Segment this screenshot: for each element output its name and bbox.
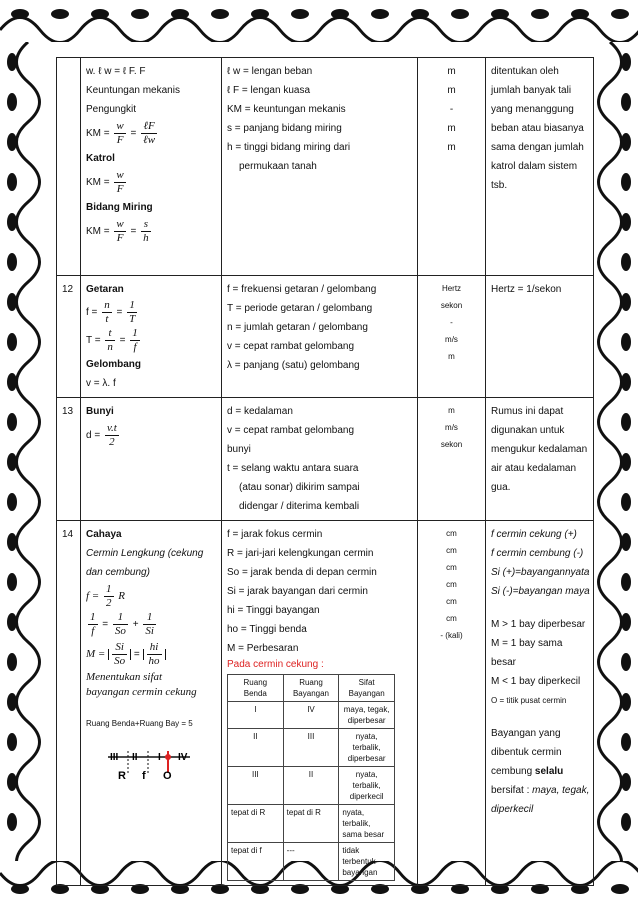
point-label-r: R <box>118 770 126 783</box>
comment-line: gua. <box>491 482 511 494</box>
comment-line: mengukur kedalaman <box>491 444 588 456</box>
comment-line: M = 1 bay sama <box>491 638 563 650</box>
formula-prefix: M = <box>86 648 106 661</box>
unit-cell <box>418 58 486 276</box>
comment-cell <box>486 58 594 276</box>
fraction <box>114 218 125 245</box>
denominator: T <box>129 313 136 325</box>
numerator: hi <box>147 641 162 655</box>
formula-cell <box>81 276 222 398</box>
description-line: didengar / diterima kembali <box>239 501 360 513</box>
unit-cell <box>418 398 486 521</box>
space-label: IV <box>178 752 188 764</box>
formula-prefix: T = <box>86 335 101 347</box>
fraction <box>114 120 125 147</box>
description-line: s = panjang bidang miring <box>227 123 342 134</box>
description-line: t = selang waktu antara suara <box>227 463 359 475</box>
description-line: So = jarak benda di depan cermin <box>227 567 377 579</box>
denominator: F <box>116 182 124 195</box>
comment-line: diperkecil <box>491 804 534 816</box>
table-row <box>228 675 395 702</box>
table-cell: III <box>228 767 284 805</box>
absolute-value <box>108 641 131 668</box>
unit: m <box>448 406 455 416</box>
column-header: Ruang Benda <box>228 675 284 702</box>
description-line: ℓ F = lengan kuasa <box>227 85 311 96</box>
lever-equation: w. ℓ w = ℓ F. F <box>86 66 146 77</box>
concave-mirror-heading: Pada cermin cekung : <box>227 659 324 671</box>
comment-line: yang menanggung <box>491 104 574 115</box>
comment-line: air atau kedalaman <box>491 463 577 475</box>
formula-cell <box>81 58 222 276</box>
table-cell: maya, tegak, diperbesar <box>339 702 395 729</box>
operator: + <box>132 619 139 631</box>
formula-km-lever: KM = $\frac{w}{F}$ = $\frac{\text{ℓF}}{\text{ℓw}}$ <box>86 119 156 146</box>
absolute-value <box>143 641 166 668</box>
numerator: t <box>105 327 115 341</box>
comment-line: M > 1 bay diperbesar <box>491 619 586 631</box>
formula-table <box>56 57 594 886</box>
comment-text: bersifat : <box>491 785 533 797</box>
comment-line: Si (-)=bayangan maya <box>491 586 590 598</box>
table-cell: III <box>283 729 339 767</box>
formula-period: T = $\frac{t}{n}$ = $\frac{1}{f}$ <box>86 327 138 354</box>
mirror-diagram <box>86 751 206 791</box>
formula-prefix: KM = <box>86 128 110 139</box>
numerator: 1 <box>132 327 138 340</box>
numerator: w <box>116 168 124 181</box>
table-cell: nyata, terbalik, diperbesar <box>339 729 395 767</box>
unit: Hertz <box>441 284 462 293</box>
formula-km-incline: KM = $\frac{w}{F}$ = $\frac{s}{h}$ <box>86 217 149 244</box>
description-line: h = tinggi bidang miring dari <box>227 142 351 153</box>
denominator: t <box>105 313 109 325</box>
description-line: hi = Tinggi bayangan <box>227 605 320 617</box>
comment-line: beban atau biasanya <box>491 123 584 134</box>
fraction <box>127 299 137 326</box>
comment-line: O = titik pusat cermin <box>491 696 567 706</box>
description-line: M = Perbesaran <box>227 643 299 655</box>
description-cell <box>222 276 418 398</box>
description-line: ℓ w = lengan beban <box>227 66 313 77</box>
denominator: h <box>143 231 149 244</box>
table-row <box>57 276 594 398</box>
description-line: R = jari-jari kelengkungan cermin <box>227 548 374 560</box>
denominator: f <box>133 341 137 354</box>
comment-cell <box>486 276 594 398</box>
fraction <box>88 611 98 638</box>
description-line: bunyi <box>227 444 251 456</box>
pole-point <box>165 754 171 760</box>
unit: cm <box>446 529 457 539</box>
formula-prefix: d = <box>86 430 101 442</box>
formula-cell <box>81 398 222 521</box>
section-heading: Cahaya <box>86 529 122 541</box>
decorative-border-top <box>0 0 638 42</box>
note-line: Menentukan sifat <box>86 671 163 684</box>
formula-wave-speed: v = λ. f <box>86 378 116 390</box>
unit: m/s <box>445 423 458 433</box>
unit: sekon <box>440 440 463 450</box>
comment-line: besar <box>491 657 517 669</box>
section-heading: Katrol <box>86 153 115 164</box>
denominator: F <box>116 133 124 146</box>
vine-ornament <box>0 42 44 861</box>
comment-line: jumlah banyak tali <box>491 85 572 96</box>
formula-depth <box>86 421 216 451</box>
unit-cell <box>418 276 486 398</box>
formula-km-pulley <box>86 168 216 198</box>
description-line: ho = Tinggi benda <box>227 624 307 636</box>
description-line: d = kedalaman <box>227 406 293 418</box>
description-line: T = periode getaran / gelombang <box>227 303 373 314</box>
comment-line: M < 1 bay diperkecil <box>491 676 581 688</box>
numerator: 1 <box>127 299 137 313</box>
space-label: I <box>158 752 161 764</box>
comment-line <box>491 781 588 800</box>
numerator: s <box>141 218 151 232</box>
formula-focal <box>86 582 216 611</box>
comment-cell <box>486 521 594 886</box>
subheading: dan cembung) <box>86 567 150 579</box>
numerator: w <box>116 217 124 230</box>
table-cell: tepat di R <box>283 805 339 843</box>
table-cell: tepat di R <box>228 805 284 843</box>
row-number <box>57 58 81 276</box>
subheading: Cermin Lengkung (cekung <box>86 548 204 560</box>
fraction <box>147 641 162 668</box>
fraction <box>112 641 127 668</box>
vine-ornament <box>594 42 638 861</box>
column-header: Ruang Bayangan <box>283 675 339 702</box>
space-label: II <box>132 752 138 764</box>
table-cell: --- <box>283 843 339 881</box>
numerator: v.t <box>106 422 117 435</box>
formula-frequency: f = $\frac{n}{t}$ = $\frac{1}{T}$ <box>86 299 136 325</box>
unit: cm <box>446 546 457 556</box>
table-row <box>228 843 395 881</box>
point-label-f: f <box>142 770 146 783</box>
fraction <box>102 299 112 326</box>
vine-ornament <box>0 0 638 42</box>
denominator: ℓw <box>143 133 156 146</box>
fraction <box>105 422 119 449</box>
table-row <box>57 398 594 521</box>
table-cell: IV <box>283 702 339 729</box>
description-cell <box>222 398 418 521</box>
description-line: f = jarak fokus cermin <box>227 529 323 541</box>
unit: m <box>447 142 456 153</box>
table-cell: nyata, terbalik, sama besar <box>339 805 395 843</box>
table-cell: II <box>283 767 339 805</box>
point-label-o: O <box>163 770 172 783</box>
table-row <box>228 767 395 805</box>
description-line: n = jumlah getaran / gelombang <box>227 322 368 333</box>
unit: cm <box>446 563 457 573</box>
table-cell: nyata, terbalik, diperkecil <box>339 767 395 805</box>
comment-text: cembung <box>491 766 535 778</box>
unit: m <box>447 123 456 134</box>
comment-line: Si (+)=bayangannyata <box>491 567 590 579</box>
operator: = <box>133 649 140 661</box>
table-cell: tepat di f <box>228 843 284 881</box>
fraction <box>114 169 125 196</box>
comment-line: Hertz = 1/sekon <box>491 284 562 295</box>
mirror-space-diagram <box>86 751 216 791</box>
numerator: w <box>116 119 124 132</box>
denominator: 2 <box>109 436 115 449</box>
formula-mirror <box>86 611 216 639</box>
formula-table-page <box>56 57 590 886</box>
formula-prefix: KM = <box>86 177 110 188</box>
description-line: v = cepat rambat gelombang <box>227 425 355 437</box>
note-line: bayangan cermin cekung <box>86 686 197 699</box>
table-row <box>228 805 395 843</box>
fraction <box>104 583 114 610</box>
description-line: (atau sonar) dikirim sampai <box>239 482 360 494</box>
description-line: Si = jarak bayangan dari cermin <box>227 586 368 598</box>
table-cell: II <box>228 729 284 767</box>
formula-cell <box>81 521 222 886</box>
decorative-border-right <box>594 42 638 861</box>
denominator: F <box>116 231 124 244</box>
description-line: KM = keuntungan mekanis <box>227 104 346 115</box>
numerator: n <box>104 299 110 311</box>
description-line: permukaan tanah <box>239 161 317 172</box>
unit: - (kali) <box>440 631 463 641</box>
numerator: 1 <box>90 611 96 624</box>
denominator: 2 <box>106 597 112 610</box>
section-heading: Getaran <box>86 284 124 295</box>
comment-line: f cermin cekung (+) <box>491 529 577 541</box>
denominator: n <box>107 341 113 354</box>
fraction <box>105 327 115 354</box>
formula-magnification <box>86 639 216 670</box>
fraction <box>130 327 140 354</box>
denominator: f <box>91 625 95 638</box>
comment-line: dibentuk cermin <box>491 747 562 759</box>
formula-prefix: f = <box>86 590 100 603</box>
numerator: 1 <box>143 611 156 625</box>
unit: - <box>450 318 453 327</box>
unit: - <box>449 104 454 115</box>
formula-prefix: f = <box>86 307 98 319</box>
fraction <box>143 611 156 638</box>
comment-line: Rumus ini dapat <box>491 406 564 418</box>
numerator: 1 <box>106 583 112 596</box>
unit: m/s <box>445 335 458 344</box>
section-heading: Bunyi <box>86 406 114 418</box>
comment-line: Bayangan yang <box>491 728 561 740</box>
unit: cm <box>446 614 457 624</box>
denominator: So <box>114 625 126 638</box>
numerator: 1 <box>113 611 128 625</box>
numerator: Si <box>112 641 127 655</box>
table-row <box>228 702 395 729</box>
numerator: ℓF <box>141 120 157 134</box>
table-row <box>57 58 594 276</box>
denominator: Si <box>145 625 154 638</box>
denominator: So <box>114 655 126 668</box>
description-cell <box>222 521 418 886</box>
description-line: f = frekuensi getaran / gelombang <box>227 284 377 295</box>
fraction <box>113 611 128 638</box>
row-number: 13 <box>57 398 81 521</box>
formula-prefix: KM = <box>86 226 110 237</box>
unit: m <box>448 352 455 361</box>
fraction <box>141 218 151 245</box>
operator: = <box>102 619 109 631</box>
comment-line: katrol dalam sistem <box>491 161 578 172</box>
space-rule: Ruang Benda+Ruang Bay = 5 <box>86 719 193 729</box>
table-cell: tidak terbentuk bayangan <box>339 843 395 881</box>
row-number: 14 <box>57 521 81 886</box>
comment-cell <box>486 398 594 521</box>
denominator: ho <box>148 655 160 668</box>
decorative-border-left <box>0 42 44 861</box>
formula-term: R <box>118 590 126 603</box>
comment-line: ditentukan oleh <box>491 66 559 77</box>
image-properties-table <box>227 674 395 881</box>
space-label: III <box>110 752 119 764</box>
emphasis-text: selalu <box>534 766 564 778</box>
comment-line <box>491 762 588 781</box>
emphasis-text: maya, tegak, <box>532 785 590 797</box>
comment-line: sama dengan jumlah <box>491 142 584 153</box>
table-cell: I <box>228 702 284 729</box>
comment-line: digunakan untuk <box>491 425 565 437</box>
section-heading: Bidang Miring <box>86 202 153 213</box>
comment-line: f cermin cembung (-) <box>491 548 584 560</box>
column-header: Sifat Bayangan <box>339 675 395 702</box>
text-line: Keuntungan mekanis <box>86 85 180 96</box>
unit: sekon <box>440 301 463 310</box>
description-line: λ = panjang (satu) gelombang <box>227 360 360 371</box>
description-line: v = cepat rambat gelombang <box>227 341 355 352</box>
spacer <box>491 710 588 724</box>
text-line: Pengungkit <box>86 104 137 115</box>
spacer <box>491 601 588 615</box>
table-row <box>57 521 594 886</box>
table-row <box>228 729 395 767</box>
unit: cm <box>446 597 457 607</box>
unit: m <box>447 66 456 77</box>
unit-cell <box>418 521 486 886</box>
unit: m <box>447 85 456 96</box>
description-cell <box>222 58 418 276</box>
section-heading: Gelombang <box>86 359 142 371</box>
row-number: 12 <box>57 276 81 398</box>
unit: cm <box>446 580 457 590</box>
comment-line: tsb. <box>491 180 508 191</box>
fraction <box>141 120 157 147</box>
